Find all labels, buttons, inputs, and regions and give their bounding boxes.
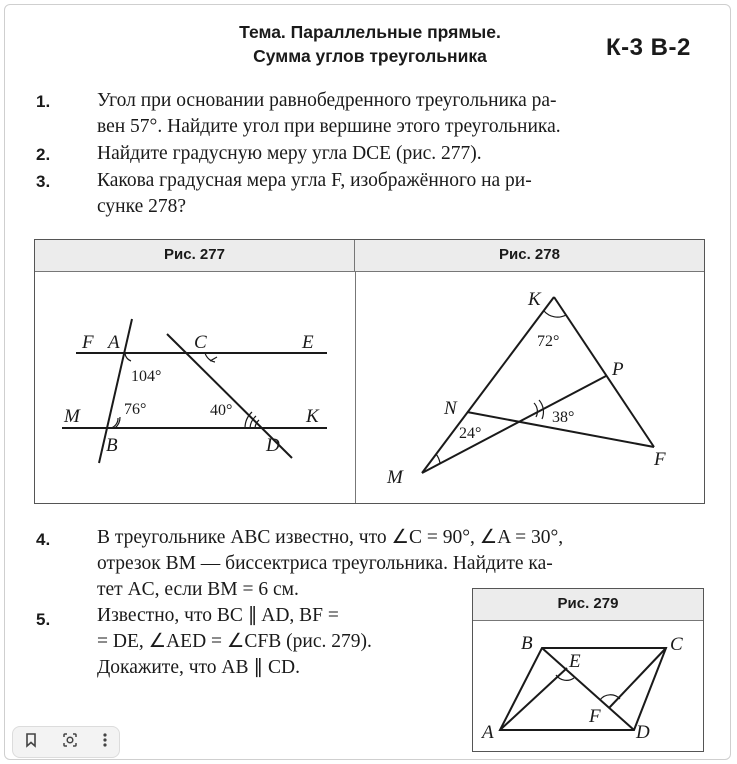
problem-3-line-2: сунке 278?: [97, 196, 187, 217]
problem-5-line-3: Докажите, что AB ∥ CD.: [97, 657, 300, 678]
label-K: K: [306, 406, 319, 427]
problem-4-line-1: В треугольнике ABC известно, что ∠C = 90°, ∠A = 30°,: [97, 527, 564, 548]
label-N: N: [444, 398, 457, 419]
label-C: C: [670, 634, 683, 655]
label-B: B: [106, 435, 118, 456]
image-toolbar: [12, 726, 120, 758]
label-D: D: [636, 722, 650, 743]
side-km: [422, 297, 554, 473]
label-M: M: [64, 406, 80, 427]
angle-38: 38°: [552, 409, 575, 426]
label-E: E: [302, 332, 314, 353]
segment-mp: [422, 376, 606, 473]
fig279-caption: Рис. 279: [473, 589, 703, 621]
label-A: A: [482, 722, 494, 743]
label-A: A: [108, 332, 120, 353]
arc-104: [125, 353, 131, 361]
label-F: F: [82, 332, 94, 353]
figure-277-diagram: [34, 271, 354, 503]
title-line-1: Тема. Параллельные прямые.: [239, 22, 501, 42]
variant-label: К-3 В-2: [606, 34, 691, 61]
angle-24: 24°: [459, 425, 482, 442]
problem-5-line-1: Известно, что BC ∥ AD, BF =: [97, 605, 339, 626]
segment-ae: [500, 668, 567, 730]
label-F: F: [589, 706, 601, 727]
problem-3-text: [97, 168, 703, 220]
problem-2-line-1: Найдите градусную меру угла DCE (рис. 277).: [97, 143, 482, 164]
problem-2-text: [97, 141, 703, 167]
label-K: K: [528, 289, 541, 310]
angle-104: 104°: [131, 368, 162, 385]
fig278-caption: Рис. 278: [355, 240, 704, 272]
problem-4-line-2: отрезок BM — биссектриса треугольника. Найдите ка-: [97, 553, 553, 574]
label-D: D: [266, 435, 280, 456]
arc-dce-tick: [210, 357, 217, 361]
bookmark-icon[interactable]: [24, 732, 38, 752]
problem-5-number: 5.: [36, 610, 51, 629]
label-M: M: [387, 467, 403, 488]
figure-279-diagram: [472, 620, 704, 752]
problem-1-line-1: Угол при основании равнобедренного треугольника ра-: [97, 90, 557, 111]
segment-cf: [609, 648, 666, 708]
label-C: C: [194, 332, 207, 353]
problem-4-line-3: тет AC, если BM = 6 см.: [97, 579, 299, 600]
diagonal-bd: [542, 648, 634, 730]
problem-1-number: 1.: [36, 92, 51, 111]
title-line-2: Сумма углов треугольника: [253, 46, 487, 66]
problem-2-number: 2.: [36, 145, 51, 164]
page-title: [180, 20, 560, 68]
label-F: F: [654, 449, 666, 470]
figure-278-diagram: [354, 271, 704, 503]
problem-5-text: [97, 603, 457, 681]
problem-5-line-2: = DE, ∠AED = ∠CFB (рис. 279).: [97, 631, 372, 652]
problem-1-line-2: вен 57°. Найдите угол при вершине этого треугольника.: [97, 116, 561, 137]
label-E: E: [569, 651, 581, 672]
problem-1-text: [97, 88, 703, 140]
more-vertical-icon[interactable]: [102, 732, 108, 752]
angle-72: 72°: [537, 333, 560, 350]
angle-76: 76°: [124, 401, 147, 418]
label-P: P: [612, 359, 624, 380]
lens-search-icon[interactable]: [61, 731, 79, 753]
problem-3-number: 3.: [36, 172, 51, 191]
arc-38: [534, 403, 537, 417]
arc-24: [436, 454, 440, 463]
label-B: B: [521, 633, 533, 654]
parallelogram-abcd: [500, 648, 666, 730]
problem-4-number: 4.: [36, 530, 51, 549]
fig277-caption: Рис. 277: [35, 240, 355, 272]
arc-72: [544, 311, 566, 317]
problem-3-line-1: Какова градусная мера угла F, изображённого на ри-: [97, 170, 532, 191]
angle-40: 40°: [210, 402, 233, 419]
